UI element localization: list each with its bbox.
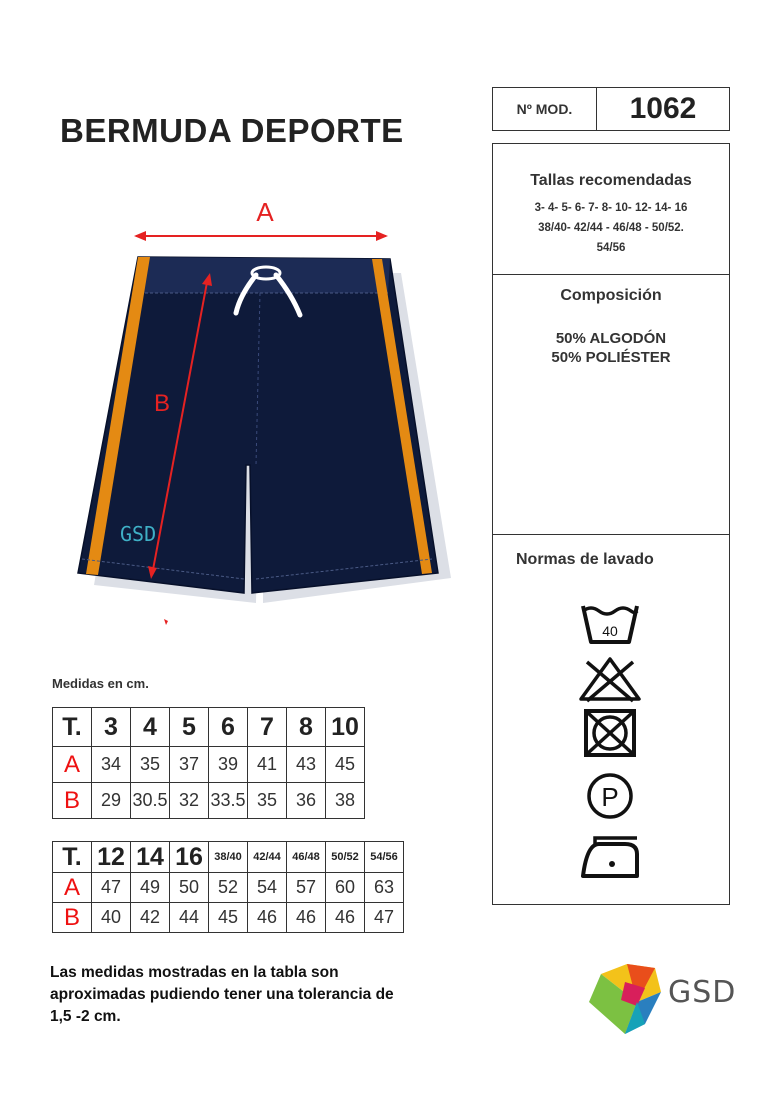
note-line-1: Las medidas mostradas en la tabla son [50,964,339,981]
dryclean-p-icon [577,771,643,821]
washing-section [493,535,729,904]
note-line-2: aproximadas pudiendo tener una tolerancia de [50,986,394,1003]
size-header: 3 [92,708,131,747]
row-label-a: A [53,747,92,783]
size-header: 7 [248,708,287,747]
no-bleach-icon [577,654,643,704]
size-header: 54/56 [365,842,404,873]
size-header: 10 [326,708,365,747]
measure-cell: 41 [248,747,287,783]
logo-text: GSD [668,975,737,1010]
measure-cell: 52 [209,873,248,903]
wash-40-icon [577,598,643,648]
size-table-1 [52,707,365,819]
recommended-sizes-section [493,144,729,275]
size-header: 4 [131,708,170,747]
size-header: 38/40 [209,842,248,873]
measure-cell: 54 [248,873,287,903]
measure-cell: 45 [209,903,248,933]
model-number-box [492,87,730,131]
measure-cell: 40 [92,903,131,933]
row-label-a: A [53,873,92,903]
measure-cell: 42 [131,903,170,933]
washing-heading: Normas de lavado [516,551,654,568]
measure-b-label: B [153,390,171,417]
size-header: 6 [209,708,248,747]
tolerance-note [50,962,490,1028]
measure-cell: 35 [131,747,170,783]
size-header: 46/48 [287,842,326,873]
measure-cell: 46 [248,903,287,933]
sizes-heading: Tallas recomendadas [530,172,692,189]
no-tumble-dry-icon [577,708,643,758]
composition-line-2: 50% POLIÉSTER [551,349,671,366]
product-title: BERMUDA DEPORTE [60,112,404,149]
measure-cell: 30.5 [131,783,170,819]
measure-cell: 38 [326,783,365,819]
iron-low-icon [577,832,643,882]
size-header: 16 [170,842,209,873]
size-header: 50/52 [326,842,365,873]
info-panel [492,143,730,905]
garment-brand-mark: GSD [120,522,157,546]
size-table-2 [52,841,404,933]
measure-cell: 43 [287,747,326,783]
size-header-t: T. [53,842,92,873]
measure-cell: 57 [287,873,326,903]
size-header: 8 [287,708,326,747]
size-header: 5 [170,708,209,747]
measure-cell: 32 [170,783,209,819]
measurements-label: Medidas en cm. [52,676,149,691]
note-line-3: 1,5 -2 cm. [50,1008,121,1025]
measure-cell: 45 [326,747,365,783]
wash-temp-text: 40 [602,623,618,639]
size-header: 42/44 [248,842,287,873]
model-label: Nº MOD. [493,88,597,130]
model-value: 1062 [629,92,697,125]
composition-section [493,275,729,535]
measure-cell: 50 [170,873,209,903]
dryclean-letter: P [601,782,619,812]
measure-cell: 29 [92,783,131,819]
composition-heading: Composición [560,287,662,304]
measure-cell: 33.5 [209,783,248,819]
measure-cell: 47 [365,903,404,933]
measure-cell: 35 [248,783,287,819]
shorts-illustration [60,185,460,645]
measure-cell: 39 [209,747,248,783]
measure-cell: 46 [287,903,326,933]
measure-cell: 60 [326,873,365,903]
measure-cell: 36 [287,783,326,819]
measure-cell: 37 [170,747,209,783]
measure-cell: 46 [326,903,365,933]
row-label-b: B [53,783,92,819]
size-header: 12 [92,842,131,873]
row-label-b: B [53,903,92,933]
measure-cell: 34 [92,747,131,783]
measure-cell: 47 [92,873,131,903]
measure-cell: 44 [170,903,209,933]
size-header: 14 [131,842,170,873]
composition-line-1: 50% ALGODÓN [555,330,667,347]
measure-a-label: A [256,197,274,227]
measure-cell: 63 [365,873,404,903]
sizes-line-1: 3- 4- 5- 6- 7- 8- 10- 12- 14- 16 [534,202,688,214]
sizes-line-2: 38/40- 42/44 - 46/48 - 50/52. [538,222,684,234]
measure-cell: 49 [131,873,170,903]
size-header-t: T. [53,708,92,747]
sizes-line-3: 54/56 [596,242,626,254]
